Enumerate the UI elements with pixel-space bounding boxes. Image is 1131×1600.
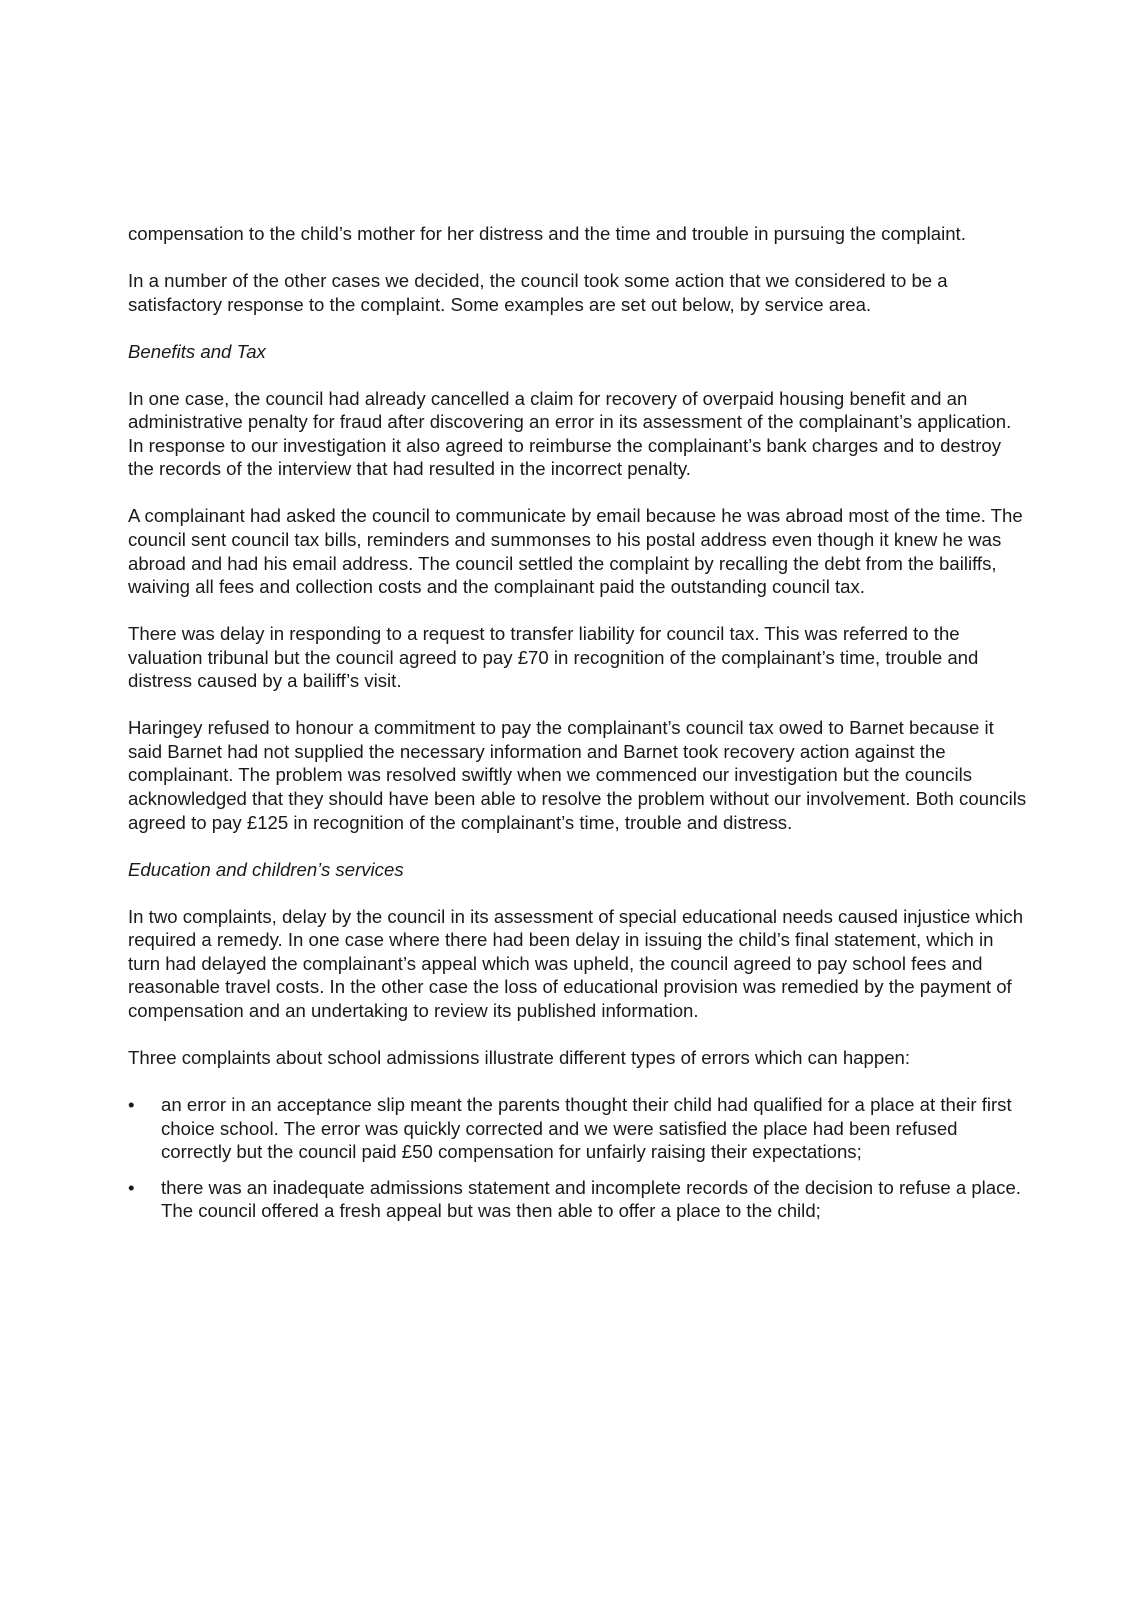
- bullet-icon: •: [128, 1093, 135, 1115]
- admissions-bullet-list: [128, 1093, 1028, 1223]
- list-item: [128, 1093, 1028, 1164]
- paragraph-education-1: In two complaints, delay by the council in its assessment of special educational needs caused injustice which required a remedy. In one case where there had been delay in issuing the child’s final statement, which in turn had delayed the complainant’s appeal which was upheld, the council agreed to pay school fees and reasonable travel costs. In the other case the loss of educational provision was remedied by the payment of compensation and an undertaking to review its published information.: [128, 905, 1024, 1021]
- bullet-icon: •: [128, 1176, 135, 1198]
- paragraph-education-2: Three complaints about school admissions illustrate different types of errors which can happen:: [128, 1046, 911, 1068]
- paragraph-intro-2: In a number of the other cases we decided, the council took some action that we considered to be a satisfactory response to the complaint. Some examples are set out below, by service area.: [128, 269, 948, 315]
- section-heading-education: Education and children’s services: [128, 858, 404, 880]
- list-item-text: an error in an acceptance slip meant the parents thought their child had qualified for a place at their first choice school. The error was quickly corrected and we were satisfied the place had been refused correctly but the council paid £50 compensation for unfairly raising their expectations;: [161, 1093, 1012, 1163]
- paragraph-benefits-3: There was delay in responding to a request to transfer liability for council tax. This was referred to the valuation tribunal but the council agreed to pay £70 in recognition of the complainant’s time, trouble and distress caused by a bailiff’s visit.: [128, 623, 979, 692]
- document-body: [128, 222, 1028, 1235]
- section-heading-benefits: Benefits and Tax: [128, 340, 266, 362]
- paragraph-benefits-4: Haringey refused to honour a commitment to pay the complainant’s council tax owed to Barnet because it said Barnet had not supplied the necessary information and Barnet took recovery action against the complainant. The problem was resolved swiftly when we commenced our investigation but the councils acknowledged that they should have been able to resolve the problem without our involvement. Both councils agreed to pay £125 in recognition of the complainant’s time, trouble and distress.: [128, 717, 1027, 833]
- paragraph-benefits-1: In one case, the council had already cancelled a claim for recovery of overpaid housing benefit and an administrative penalty for fraud after discovering an error in its assessment of the complainant’s application. In response to our investigation it also agreed to reimburse the complainant’s bank charges and to destroy the records of the interview that had resulted in the incorrect penalty.: [128, 387, 1012, 480]
- paragraph-intro-1: compensation to the child’s mother for her distress and the time and trouble in pursuing the complaint.: [128, 223, 966, 244]
- paragraph-benefits-2: A complainant had asked the council to communicate by email because he was abroad most of the time. The council sent council tax bills, reminders and summonses to his postal address even though it knew he was abroad and had his email address. The council settled the complaint by recalling the debt from the bailiffs, waiving all fees and collection costs and the complainant paid the outstanding council tax.: [128, 505, 1023, 598]
- list-item-text: there was an inadequate admissions statement and incomplete records of the decision to refuse a place. The council offered a fresh appeal but was then able to offer a place to the child;: [161, 1176, 1021, 1222]
- list-item: [128, 1176, 1028, 1223]
